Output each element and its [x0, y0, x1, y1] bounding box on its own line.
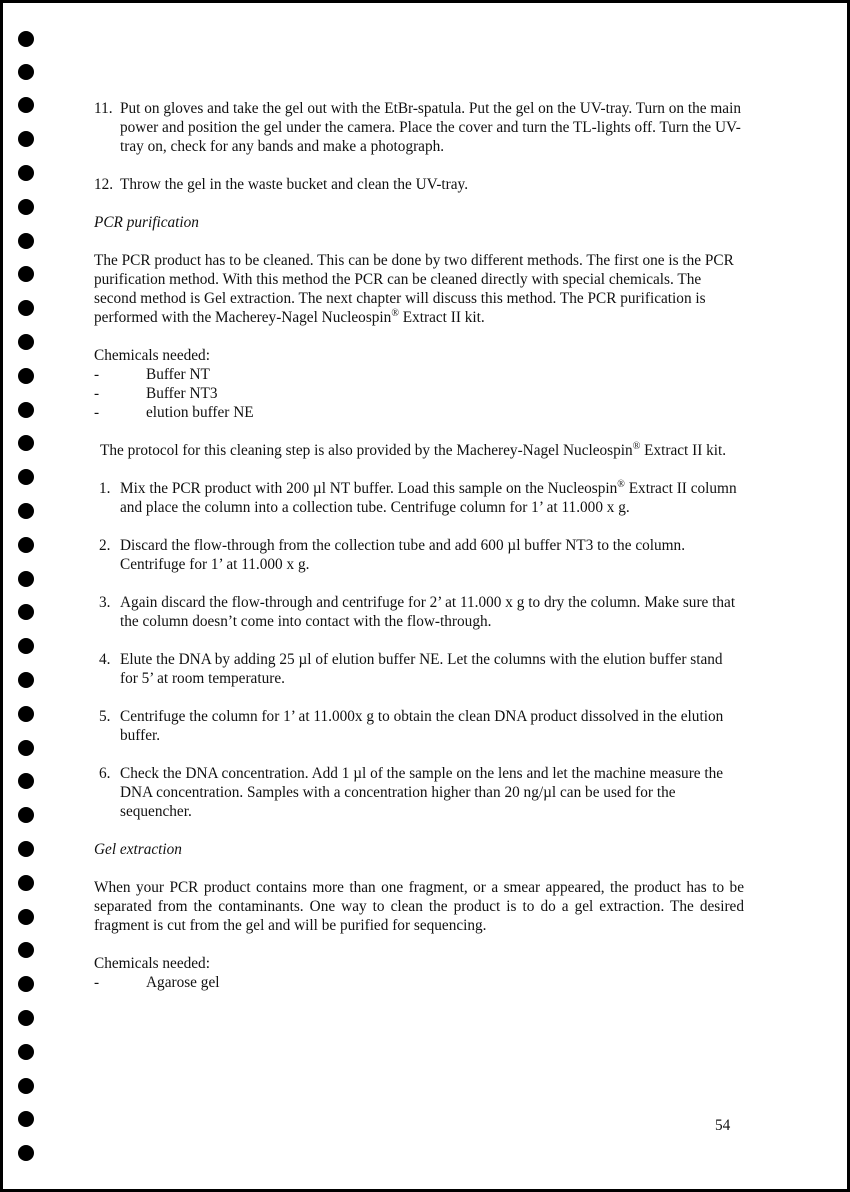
- page-number: 54: [715, 1117, 731, 1134]
- binder-hole: [18, 97, 34, 113]
- binder-hole: [18, 334, 34, 350]
- step-4: [94, 650, 744, 688]
- binder-hole: [18, 266, 34, 282]
- chemical-item: [94, 384, 744, 403]
- chemical-name: Agarose gel: [146, 974, 220, 991]
- section-heading-pcr-purification: PCR purification: [94, 214, 199, 231]
- step-text: Centrifuge the column for 1’ at 11.000x g to obtain the clean DNA product dissolved in the elution buffer.: [120, 708, 724, 744]
- step-3: [94, 593, 744, 631]
- pcr-intro-paragraph: [94, 251, 744, 327]
- binder-hole: [18, 875, 34, 891]
- binder-hole: [18, 909, 34, 925]
- binder-hole: [18, 942, 34, 958]
- step-text: Elute the DNA by adding 25 µl of elution buffer NE. Let the columns with the elution buffer stand for 5’ at room temperature.: [120, 651, 723, 687]
- binder-hole: [18, 1010, 34, 1026]
- binder-hole: [18, 165, 34, 181]
- document-page: [3, 3, 847, 1189]
- chemical-name: elution buffer NE: [146, 404, 254, 421]
- dash: -: [94, 404, 100, 421]
- step-11: [94, 99, 744, 156]
- step-5: [94, 707, 744, 745]
- chemical-item: [94, 973, 744, 992]
- section-heading-gel-extraction: Gel extraction: [94, 841, 182, 858]
- binder-hole: [18, 1111, 34, 1127]
- binder-hole: [18, 402, 34, 418]
- registered-mark: ®: [391, 308, 399, 319]
- registered-mark: ®: [632, 441, 641, 452]
- step-number: 6.: [99, 765, 111, 782]
- binder-hole: [18, 131, 34, 147]
- chemical-name: Buffer NT: [146, 366, 210, 383]
- binder-hole: [18, 503, 34, 519]
- registered-mark: ®: [617, 479, 625, 490]
- chemicals-label: Chemicals needed:: [94, 347, 210, 364]
- dash: -: [94, 366, 100, 383]
- binder-hole: [18, 706, 34, 722]
- binder-hole: [18, 571, 34, 587]
- step-number: 2.: [99, 537, 111, 554]
- binder-hole: [18, 740, 34, 756]
- binder-hole: [18, 841, 34, 857]
- binder-hole: [18, 435, 34, 451]
- binder-hole: [18, 638, 34, 654]
- page-content: [94, 99, 744, 992]
- binder-hole: [18, 604, 34, 620]
- step-text: Put on gloves and take the gel out with the EtBr-spatula. Put the gel on the UV-tray. Turn on the main power and position the gel under the camera. Place the cover and turn the TL-lights off. Turn the UV-tray on, check for any bands and make a photograph.: [120, 100, 741, 155]
- binder-hole: [18, 368, 34, 384]
- step-text: Discard the flow-through from the collection tube and add 600 µl buffer NT3 to the column. Centrifuge for 1’ at 11.000 x g.: [120, 537, 686, 573]
- protocol-text: The protocol for this cleaning step is also provided by the Macherey-Nagel Nucleospin: [100, 442, 633, 459]
- step-text-end: Extract II column and place the column into a collection tube. Centrifuge column for 1’ at 11.000 x g.: [120, 480, 737, 516]
- binder-hole: [18, 64, 34, 80]
- step-1: [94, 479, 744, 517]
- step-number: 4.: [99, 651, 111, 668]
- chemical-item: [94, 365, 744, 384]
- binder-hole: [18, 672, 34, 688]
- binder-hole: [18, 300, 34, 316]
- binder-hole: [18, 773, 34, 789]
- step-number: 5.: [99, 708, 111, 725]
- step-text: Check the DNA concentration. Add 1 µl of the sample on the lens and let the machine measure the DNA concentration. Samples with a concentration higher than 20 ng/µl can be used for the sequencher.: [120, 765, 724, 820]
- step-6: [94, 764, 744, 821]
- binder-hole: [18, 537, 34, 553]
- binder-hole: [18, 1078, 34, 1094]
- binder-hole: [18, 976, 34, 992]
- protocol-end: Extract II kit.: [640, 442, 727, 459]
- dash: -: [94, 385, 100, 402]
- step-text: Throw the gel in the waste bucket and clean the UV-tray.: [120, 176, 469, 193]
- binder-hole: [18, 807, 34, 823]
- step-12: [94, 175, 744, 194]
- chemical-name: Buffer NT3: [146, 385, 218, 402]
- binder-hole: [18, 199, 34, 215]
- binder-hole: [18, 31, 34, 47]
- gel-intro-paragraph: When your PCR product contains more than one fragment, or a smear appeared, the product has to be separated from the contaminants. One way to clean the product is to do a gel extraction. The desired fragment is cut from the gel and will be purified for sequencing.: [94, 879, 744, 934]
- pcr-intro-text: The PCR product has to be cleaned. This can be done by two different methods. The first one is the PCR purification method. With this method the PCR can be cleaned directly with special chemicals. The second method is Gel extraction. The next chapter will discuss this method. The PCR purification is performed with the Macherey-Nagel Nucleospin: [94, 252, 734, 326]
- step-number: 3.: [99, 594, 111, 611]
- binder-holes: [3, 3, 43, 1189]
- binder-hole: [18, 469, 34, 485]
- step-number: 12.: [94, 176, 114, 193]
- chemical-item: [94, 403, 744, 422]
- pcr-intro-end: Extract II kit.: [398, 309, 485, 326]
- binder-hole: [18, 233, 34, 249]
- chemicals-label: Chemicals needed:: [94, 955, 210, 972]
- dash: -: [94, 974, 100, 991]
- step-text: Mix the PCR product with 200 µl NT buffer. Load this sample on the Nucleospin: [120, 480, 618, 497]
- protocol-paragraph: [94, 441, 744, 460]
- step-2: [94, 536, 744, 574]
- step-number: 1.: [99, 480, 111, 497]
- binder-hole: [18, 1145, 34, 1161]
- binder-hole: [18, 1044, 34, 1060]
- step-number: 11.: [94, 100, 113, 117]
- step-text: Again discard the flow-through and centrifuge for 2’ at 11.000 x g to dry the column. Make sure that the column doesn’t come into contact with the flow-through.: [120, 594, 736, 630]
